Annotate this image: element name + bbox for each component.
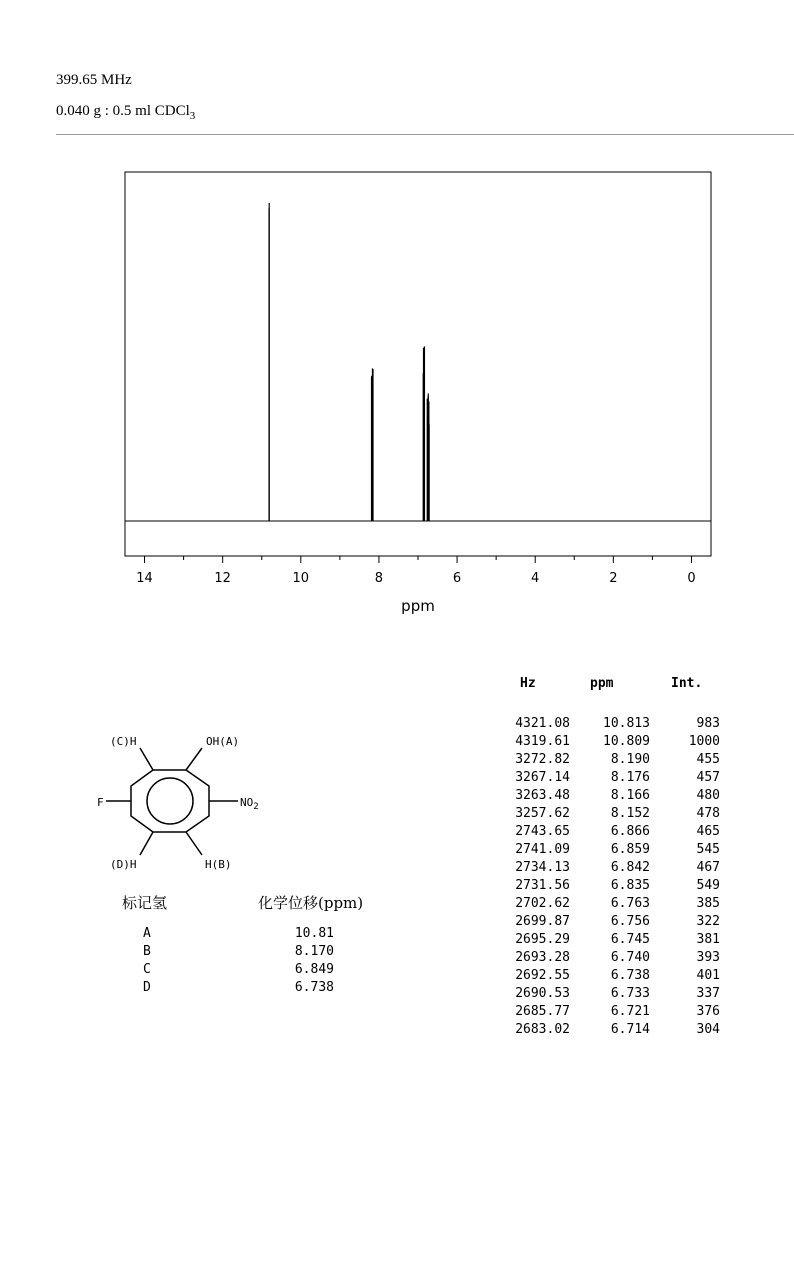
peak-ppm: 8.152	[610, 806, 650, 821]
peak-hz: 2693.28	[515, 950, 570, 965]
peak-ppm: 6.740	[610, 950, 650, 965]
peak-ppm: 6.763	[610, 896, 650, 911]
assignment-label: A	[143, 926, 151, 941]
peak-ppm: 6.835	[610, 878, 650, 893]
label-oh: OH(A)	[206, 735, 240, 748]
assignment-shift: 8.170	[294, 944, 334, 959]
peak-hz: 2699.87	[515, 914, 570, 929]
x-tick-label: 12	[214, 571, 231, 586]
x-tick-label: 0	[687, 571, 696, 586]
assignment-shift: 6.849	[294, 962, 334, 977]
peak-hz: 3257.62	[515, 806, 570, 821]
x-tick-label: 8	[374, 571, 384, 586]
peak-header-int: Int.	[671, 676, 703, 691]
assignment-label: B	[143, 944, 151, 959]
peak-row	[490, 896, 730, 914]
assignment-label: C	[143, 962, 151, 977]
assignment-label: D	[143, 980, 151, 995]
aromatic-circle	[147, 778, 193, 824]
peak-hz: 2683.02	[515, 1022, 570, 1037]
peak-row	[490, 752, 730, 770]
label-ch: (C)H	[110, 735, 137, 748]
assignment-shift: 10.81	[294, 926, 334, 941]
peak-ppm: 6.756	[610, 914, 650, 929]
molecule-structure	[0, 0, 480, 880]
peak-ppm: 8.176	[610, 770, 650, 785]
peak-row	[490, 1004, 730, 1022]
x-tick-label: 4	[531, 571, 540, 586]
bond-hb	[186, 832, 202, 855]
x-tick-label: 10	[292, 571, 310, 586]
peak-hz: 4319.61	[515, 734, 570, 749]
peak-row	[490, 878, 730, 896]
peak-int: 480	[696, 788, 720, 803]
peak-header-hz: Hz	[520, 676, 536, 691]
peak-hz: 2695.29	[515, 932, 570, 947]
peak-hz: 3267.14	[515, 770, 570, 785]
bond-ch	[140, 748, 153, 770]
peak-hz: 2734.13	[515, 860, 570, 875]
peak-hz: 4321.08	[515, 716, 570, 731]
spectrometer-frequency: 399.65 MHz	[56, 72, 132, 88]
peak-int: 478	[696, 806, 720, 821]
peak-hz: 2702.62	[515, 896, 570, 911]
label-no2	[240, 796, 259, 812]
peak-ppm: 10.809	[603, 734, 650, 749]
peak-int: 337	[696, 986, 720, 1001]
peak-hz: 3272.82	[515, 752, 570, 767]
bond-dh	[140, 832, 153, 855]
peak-ppm: 6.745	[610, 932, 650, 947]
peak-row	[490, 788, 730, 806]
label-dh: (D)H	[110, 858, 137, 871]
label-hb: H(B)	[205, 858, 232, 871]
peak-ppm: 8.166	[610, 788, 650, 803]
peak-ppm: 6.714	[610, 1022, 650, 1037]
peak-int: 322	[696, 914, 720, 929]
peak-hz: 2692.55	[515, 968, 570, 983]
bond-oh	[186, 748, 202, 770]
peak-hz: 2685.77	[515, 1004, 570, 1019]
peak-row	[490, 986, 730, 1004]
x-axis-label: ppm	[401, 597, 435, 615]
label-f: F	[97, 796, 104, 809]
x-tick-label: 6	[452, 571, 462, 586]
peak-hz: 2741.09	[515, 842, 570, 857]
assignment-header-shift: 化学位移(ppm)	[258, 894, 364, 912]
peak-row	[490, 824, 730, 842]
peak-hz: 2731.56	[515, 878, 570, 893]
peak-hz: 3263.48	[515, 788, 570, 803]
peak-hz: 2743.65	[515, 824, 570, 839]
peak-ppm: 8.190	[610, 752, 650, 767]
x-tick-label: 14	[136, 571, 153, 586]
benzene-ring	[131, 770, 209, 832]
peak-int: 465	[696, 824, 720, 839]
peak-row	[490, 842, 730, 860]
peak-int: 381	[696, 932, 720, 947]
peak-row	[490, 716, 730, 734]
peak-int: 401	[696, 968, 720, 983]
peak-ppm: 6.859	[610, 842, 650, 857]
peak-ppm: 10.813	[603, 716, 650, 731]
peak-int: 393	[696, 950, 720, 965]
assignment-header-label: 标记氢	[122, 894, 168, 912]
sample-subscript: 3	[189, 110, 196, 122]
peak-int: 549	[696, 878, 720, 893]
peak-int: 467	[696, 860, 720, 875]
sample-text: 0.040 g : 0.5 ml CDCl	[56, 103, 190, 119]
assignment-shift: 6.738	[294, 980, 334, 995]
peak-row	[490, 1022, 730, 1040]
peak-row	[490, 968, 730, 986]
peak-int: 455	[696, 752, 720, 767]
peak-int: 983	[696, 716, 720, 731]
peak-int: 304	[696, 1022, 720, 1037]
label-no2-text: NO	[240, 796, 254, 809]
peak-row	[490, 860, 730, 878]
peak-ppm: 6.721	[610, 1004, 650, 1019]
peak-row	[490, 770, 730, 788]
peak-row	[490, 950, 730, 968]
peak-row	[490, 932, 730, 950]
x-tick-label: 2	[609, 571, 618, 586]
peak-ppm: 6.738	[610, 968, 650, 983]
peak-hz: 2690.53	[515, 986, 570, 1001]
peak-int: 385	[696, 896, 720, 911]
peak-ppm: 6.842	[610, 860, 650, 875]
peak-ppm: 6.866	[610, 824, 650, 839]
peak-row	[490, 914, 730, 932]
peak-int: 545	[696, 842, 720, 857]
label-no2-sub: 2	[253, 802, 259, 812]
peak-int: 1000	[688, 734, 720, 749]
peak-row	[490, 806, 730, 824]
peak-ppm: 6.733	[610, 986, 650, 1001]
peak-row	[490, 734, 730, 752]
peak-int: 376	[696, 1004, 720, 1019]
peak-header-ppm: ppm	[590, 676, 614, 691]
peak-int: 457	[696, 770, 720, 785]
